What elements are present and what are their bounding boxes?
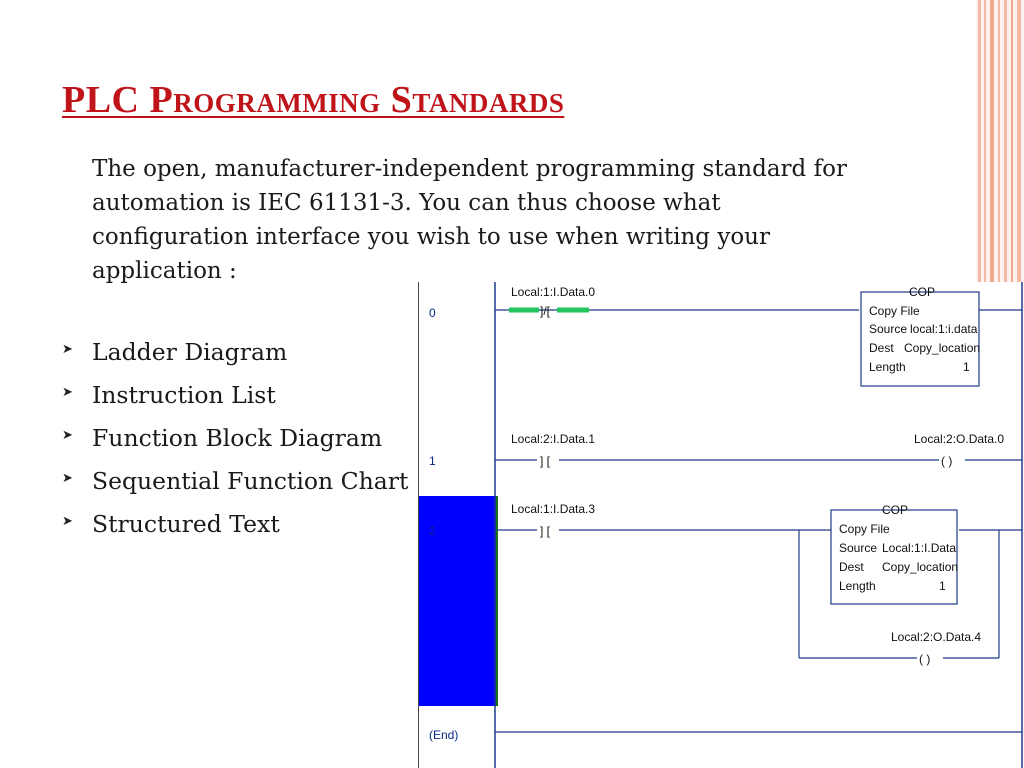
end-rung-label: (End) [429, 728, 459, 742]
arrow-bullet-icon: ➤ [62, 385, 73, 400]
rung-1-coil-tag: Local:2:O.Data.0 [914, 432, 1005, 446]
list-item: ➤ Structured Text [62, 510, 280, 538]
rung-number-2[interactable]: 2 [429, 524, 436, 538]
rung-2-contact-tag: Local:1:I.Data.3 [511, 502, 596, 516]
rung-1-coil-symbol[interactable]: ( ) [941, 454, 953, 468]
rung-0-source-value: local:1:i.data [910, 322, 978, 336]
list-item: ➤ Ladder Diagram [62, 338, 288, 366]
rung-0-block-name: COP [909, 285, 936, 299]
list-item: ➤ Instruction List [62, 381, 276, 409]
rung-2-coil-symbol[interactable]: ( ) [919, 652, 931, 666]
rung-0-length-value: 1 [963, 360, 970, 374]
rung-0-source-label: Source [869, 322, 908, 336]
rung-2-length-value: 1 [939, 579, 946, 593]
rung-number-1[interactable]: 1 [429, 454, 436, 468]
ladder-diagram [419, 282, 1023, 768]
rung-2-length-label: Length [839, 579, 876, 593]
rung-1-contact-symbol[interactable]: ] [ [540, 454, 551, 468]
rung-0-length-label: Length [869, 360, 906, 374]
rung-0-contact-symbol[interactable]: ]/[ [540, 304, 551, 318]
arrow-bullet-icon: ➤ [62, 514, 73, 529]
rung-2-source-value: Local:1:I.Data [882, 541, 957, 555]
rung-0-contact-tag: Local:1:I.Data.0 [511, 285, 596, 299]
rung-2-block-type: Copy File [839, 522, 890, 536]
arrow-bullet-icon: ➤ [62, 471, 73, 486]
rung-1-contact-tag: Local:2:I.Data.1 [511, 432, 596, 446]
rung-0-dest-value: Copy_location [904, 341, 981, 355]
rung-2-dest-label: Dest [839, 560, 864, 574]
rung-2-contact-symbol[interactable]: ] [ [540, 524, 551, 538]
arrow-bullet-icon: ➤ [62, 428, 73, 443]
rung-2-source-label: Source [839, 541, 878, 555]
list-item: ➤ Sequential Function Chart [62, 467, 409, 495]
rung-0-dest-label: Dest [869, 341, 894, 355]
intro-paragraph: The open, manufacturer-independent programming standard for automation is IEC 61131-3. You can thus choose what configuration interface you wish to use when writing your application : [92, 156, 847, 284]
slide-title: PLC Programming Standards [62, 79, 565, 121]
rung-0-block-type: Copy File [869, 304, 920, 318]
list-item: ➤ Function Block Diagram [62, 424, 383, 452]
rung-number-0[interactable]: 0 [429, 306, 436, 320]
rung-2-block-name: COP [882, 503, 909, 517]
arrow-bullet-icon: ➤ [62, 342, 73, 357]
language-list [62, 338, 408, 553]
rung-2-coil-tag: Local:2:O.Data.4 [891, 630, 982, 644]
ladder-diagram-panel [418, 282, 1023, 768]
rung-2-dest-value: Copy_location [882, 560, 959, 574]
